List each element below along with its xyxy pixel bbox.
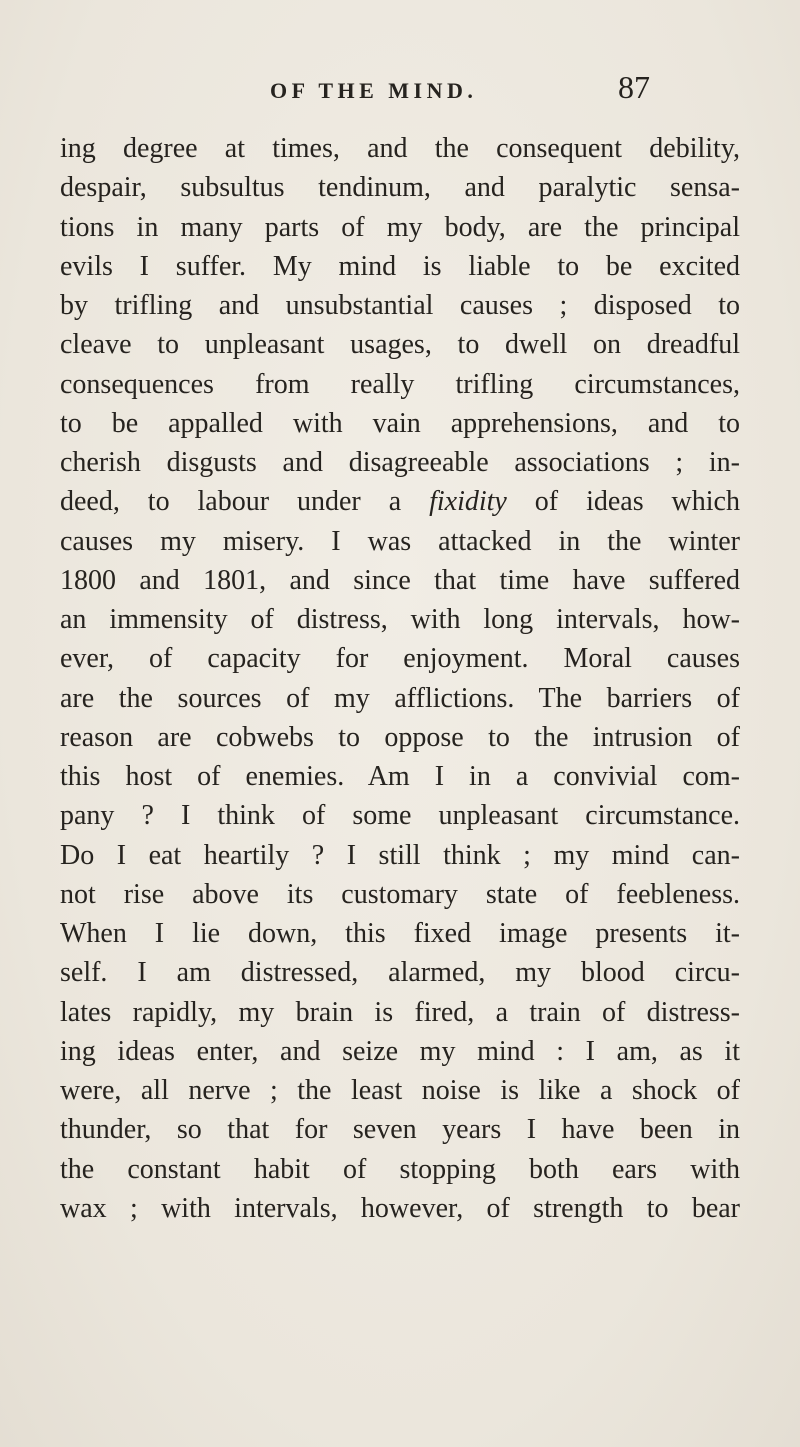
text-line: thunder, so that for seven years I have been in: [60, 1114, 740, 1146]
text-line: this host of enemies. Am I in a convivial com-: [60, 761, 740, 792]
text-line: not rise above its customary state of feebleness.: [60, 878, 740, 910]
text-line: ever, of capacity for enjoyment. Moral causes: [60, 643, 740, 675]
text-line: 1800 and 1801, and since that time have suffered: [60, 564, 740, 596]
text-line: cleave to unpleasant usages, to dwell on dreadful: [60, 329, 740, 361]
text-line-with-italic: [60, 482, 740, 521]
text-line: evils I suffer. My mind is liable to be excited: [60, 250, 740, 282]
text-line: the constant habit of stopping both ears with: [60, 1153, 740, 1185]
text-line: to be appalled with vain apprehensions, and to: [60, 407, 740, 439]
italic-word: fixidity: [429, 486, 507, 518]
text-line: despair, subsultus tendinum, and paralytic sensa-: [60, 172, 740, 204]
text-line: wax ; with intervals, however, of strength to bear: [60, 1192, 740, 1224]
line-segment: deed, to labour under a: [60, 486, 430, 518]
text-line: by trifling and unsubstantial causes ; disposed to: [60, 290, 740, 321]
running-title: OF THE MIND.: [270, 78, 478, 103]
text-line: causes my misery. I was attacked in the winter: [60, 525, 740, 557]
text-line: pany ? I think of some unpleasant circumstance.: [60, 800, 740, 832]
body-text: [60, 129, 740, 1228]
text-line: were, all nerve ; the least noise is like a shock of: [60, 1075, 740, 1106]
text-line: an immensity of distress, with long intervals, how-: [60, 604, 740, 635]
page-number: 87: [618, 69, 650, 105]
text-line: cherish disgusts and disagreeable associations ; in-: [60, 447, 740, 478]
text-line: When I lie down, this fixed image presents it-: [60, 918, 740, 949]
text-line: consequences from really trifling circumstances,: [60, 368, 740, 400]
text-line: lates rapidly, my brain is fired, a train of distress-: [60, 996, 740, 1028]
text-line: are the sources of my afflictions. The barriers of: [60, 682, 740, 714]
text-line: Do I eat heartily ? I still think ; my mind can-: [60, 839, 740, 871]
text-line: tions in many parts of my body, are the principal: [60, 211, 740, 243]
line-segment: of ideas which: [506, 486, 740, 518]
text-line: ing ideas enter, and seize my mind : I am, as it: [60, 1035, 740, 1067]
text-line: ing degree at times, and the consequent debility,: [60, 133, 740, 164]
running-head: [0, 69, 800, 118]
text-line: self. I am distressed, alarmed, my blood circu-: [60, 957, 740, 989]
text-line: reason are cobwebs to oppose to the intrusion of: [60, 721, 740, 753]
